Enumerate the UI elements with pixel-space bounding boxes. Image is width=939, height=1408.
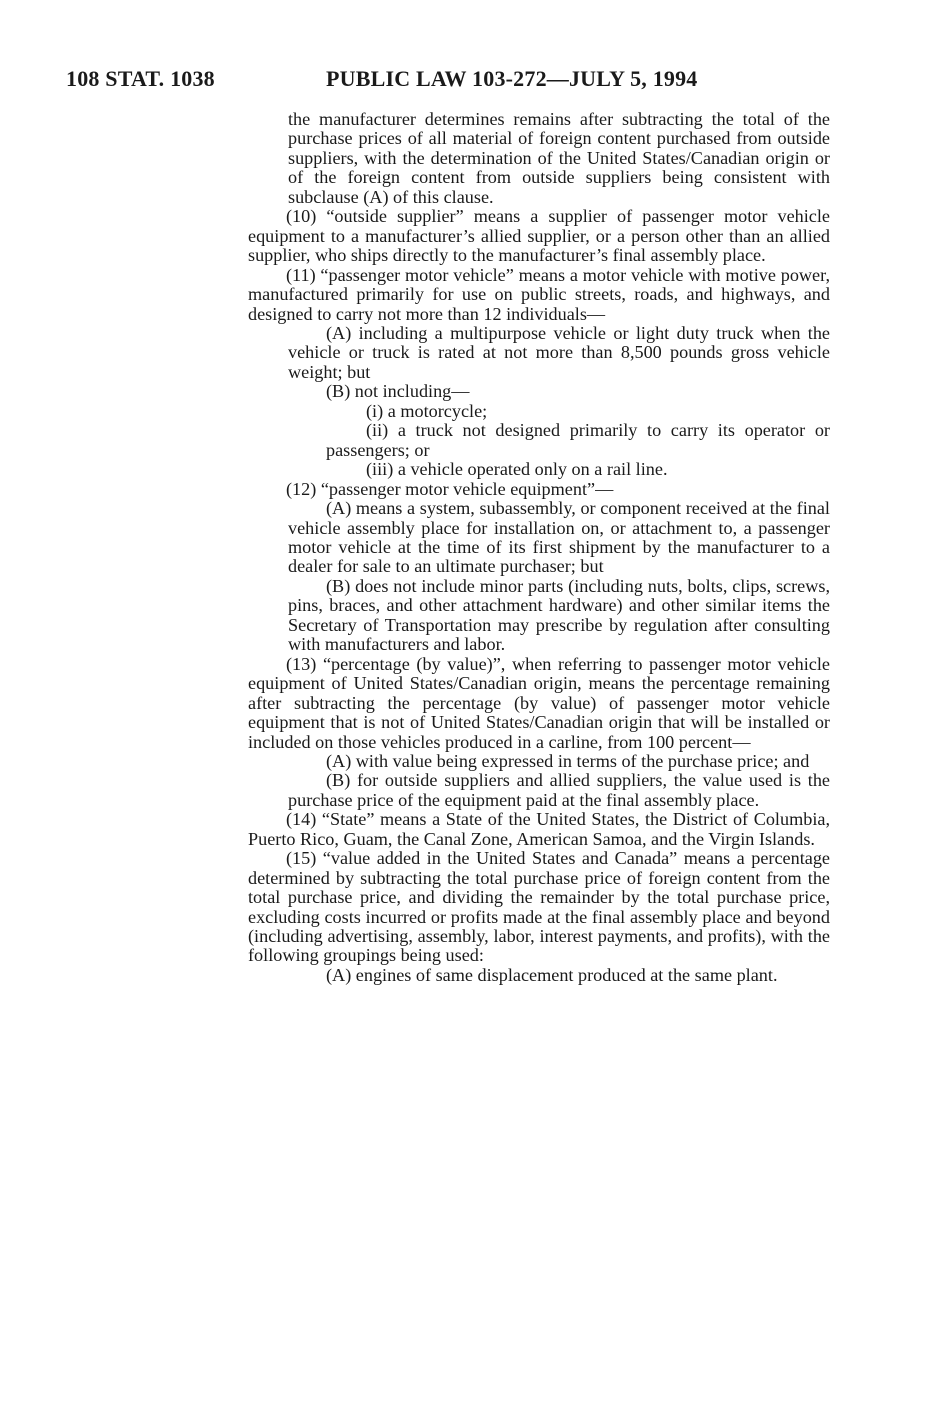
body-text — [248, 110, 830, 985]
definition-14: (14) “State” means a State of the United States, the District of Columbia, Puerto Rico, Guam, the Canal Zone, American Samoa, and the Virgin Islands. — [248, 809, 830, 849]
continuation-paragraph: the manufacturer determines remains after subtracting the total of the purchase prices of all material of foreign content purchased from outside suppliers, with the determination of the United States/Canadian origin or of the foreign content from outside suppliers being consistent with subclause (A) of this clause. — [288, 109, 830, 207]
definition-11-B-iii: (iii) a vehicle operated only on a rail line. — [366, 459, 668, 480]
definition-11-B-ii: (ii) a truck not designed primarily to carry its operator or passengers; or — [326, 420, 830, 460]
definition-12-B: (B) does not include minor parts (including nuts, bolts, clips, screws, pins, braces, and other attachment hardware) and other similar items the Secretary of Transportation may prescribe by regulation after consulting with manufacturers and labor. — [288, 575, 830, 655]
definition-12: (12) “passenger motor vehicle equipment”— — [286, 478, 614, 499]
definition-13-A: (A) with value being expressed in terms of the purchase price; and — [326, 750, 810, 771]
running-head: PUBLIC LAW 103-272—JULY 5, 1994 — [326, 66, 698, 91]
definition-11-B: (B) not including— — [326, 381, 470, 402]
definition-11: (11) “passenger motor vehicle” means a motor vehicle with motive power, manufactured primarily for use on public streets, roads, and highways, and designed to carry not more than 12 individuals— — [248, 264, 830, 324]
definition-15-A: (A) engines of same displacement produced at the same plant. — [326, 964, 778, 985]
page-citation: 108 STAT. 1038 — [66, 66, 215, 91]
definition-11-B-i: (i) a motorcycle; — [366, 400, 488, 421]
definition-13-B: (B) for outside suppliers and allied suppliers, the value used is the purchase price of the equipment paid at the final assembly place. — [288, 770, 830, 810]
definition-12-A: (A) means a system, subassembly, or component received at the final vehicle assembly place for installation on, or attachment to, a passenger motor vehicle at the time of its first shipment by the manufacturer to a dealer for sale to an ultimate purchaser; but — [288, 498, 830, 577]
definition-10: (10) “outside supplier” means a supplier of passenger motor vehicle equipment to a manufacturer’s allied supplier, or a person other than an allied supplier, who ships directly to the manufacturer’s final assembly place. — [248, 206, 830, 266]
definition-13: (13) “percentage (by value)”, when referring to passenger motor vehicle equipment of United States/Canadian origin, means the percentage remaining after subtracting the percentage (by value) of passenger motor vehicle equipment that is not of United States/Canadian origin that will be installed or included on those vehicles produced in a carline, from 100 percent— — [248, 653, 830, 752]
definition-11-A: (A) including a multipurpose vehicle or light duty truck when the vehicle or truck is rated at not more than 8,500 pounds gross vehicle weight; but — [288, 322, 830, 382]
definition-15: (15) “value added in the United States and Canada” means a percentage determined by subtracting the total purchase price of foreign content from the total purchase price, and dividing the remainder by the total purchase price, excluding costs incurred or profits made at the final assembly place and beyond (including advertising, assembly, labor, interest payments, and profits), with the following groupings being used: — [248, 848, 830, 966]
